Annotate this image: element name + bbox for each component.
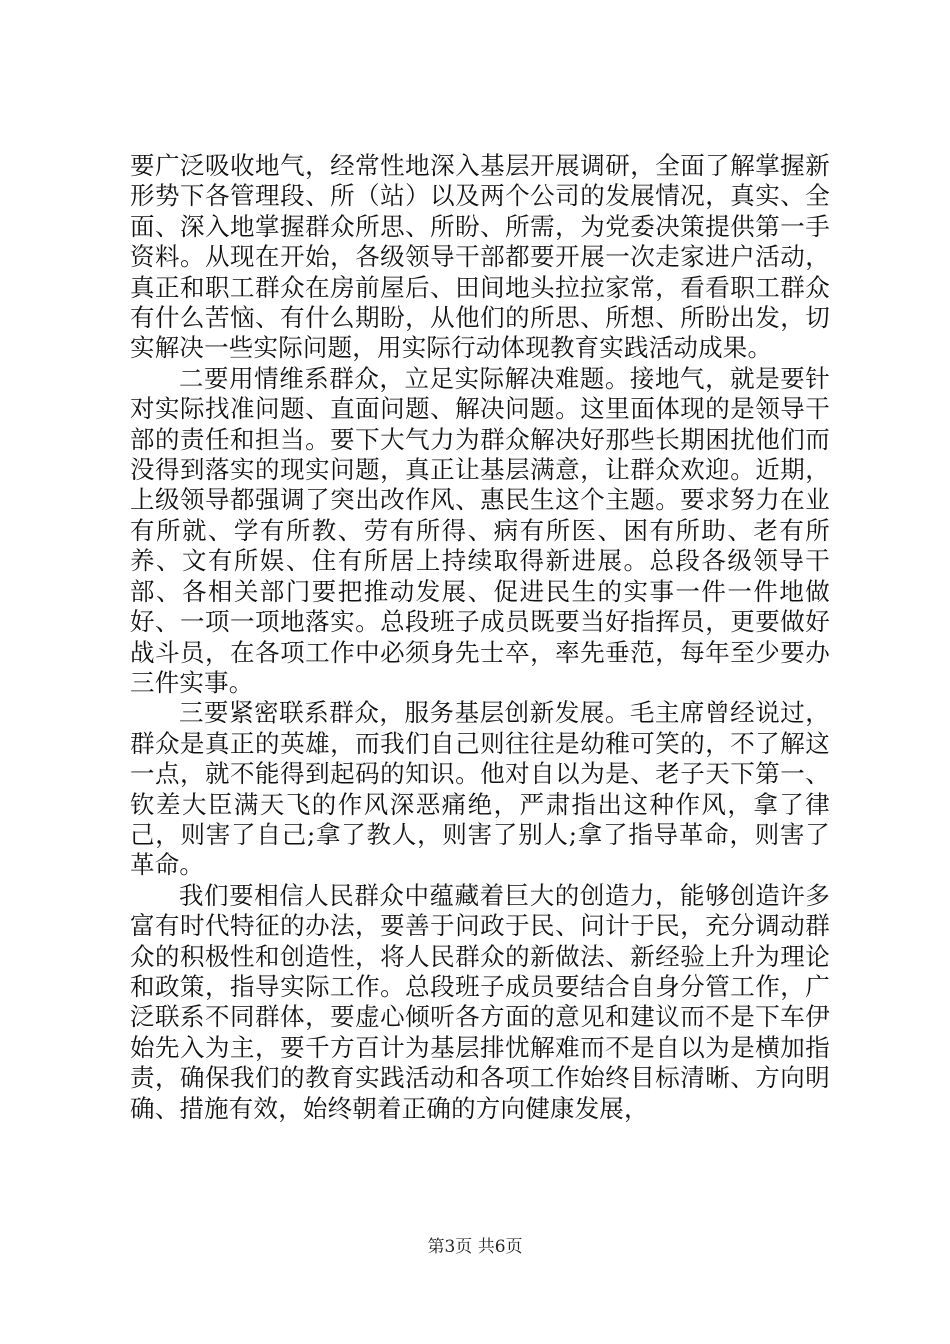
document-body	[130, 151, 830, 1124]
paragraph-point-two: 二要用情维系群众，立足实际解决难题。接地气，就是要针对实际找准问题、直面问题、解决问题。这里面体现的是领导干部的责任和担当。要下大气力为群众解决好那些长期困扰他们而没得到落实的现实问题，真正让基层满意，让群众欢迎。近期，上级领导都强调了突出改作风、惠民生这个主题。要求努力在业有所就、学有所教、劳有所得、病有所医、困有所助、老有所养、文有所娱、住有所居上持续取得新进展。总段各级领导干部、各相关部门要把推动发展、促进民生的实事一件一件地做好、一项一项地落实。总段班子成员既要当好指挥员，更要做好战斗员，在各项工作中必须身先士卒，率先垂范，每年至少要办三件实事。	[130, 363, 830, 697]
paragraph-people-creativity: 我们要相信人民群众中蕴藏着巨大的创造力，能够创造许多富有时代特征的办法，要善于问政于民、问计于民，充分调动群众的积极性和创造性，将人民群众的新做法、新经验上升为理论和政策，指导实际工作。总段班子成员要结合自身分管工作，广泛联系不同群体，要虚心倾听各方面的意见和建议而不是下车伊始先入为主，要千方百计为基层排忧解难而不是自以为是横加指责，确保我们的教育实践活动和各项工作始终目标清晰、方向明确、措施有效，始终朝着正确的方向健康发展，	[130, 880, 830, 1123]
paragraph-continuation: 要广泛吸收地气，经常性地深入基层开展调研，全面了解掌握新形势下各管理段、所（站）以及两个公司的发展情况，真实、全面、深入地掌握群众所思、所盼、所需，为党委决策提供第一手资料。从现在开始，各级领导干部都要开展一次走家进户活动，真正和职工群众在房前屋后、田间地头拉拉家常，看看职工群众有什么苦恼、有什么期盼，从他们的所思、所想、所盼出发，切实解决一些实际问题，用实际行动体现教育实践活动成果。	[130, 151, 830, 363]
page-number-footer: 第3页 共6页	[427, 1237, 523, 1257]
paragraph-point-three: 三要紧密联系群众，服务基层创新发展。毛主席曾经说过，群众是真正的英雄，而我们自己则往往是幼稚可笑的，不了解这一点，就不能得到起码的知识。他对自以为是、老子天下第一、钦差大臣满天飞的作风深恶痛绝，严肃指出这种作风，拿了律己，则害了自己;拿了教人，则害了别人;拿了指导革命，则害了革命。	[130, 698, 830, 880]
